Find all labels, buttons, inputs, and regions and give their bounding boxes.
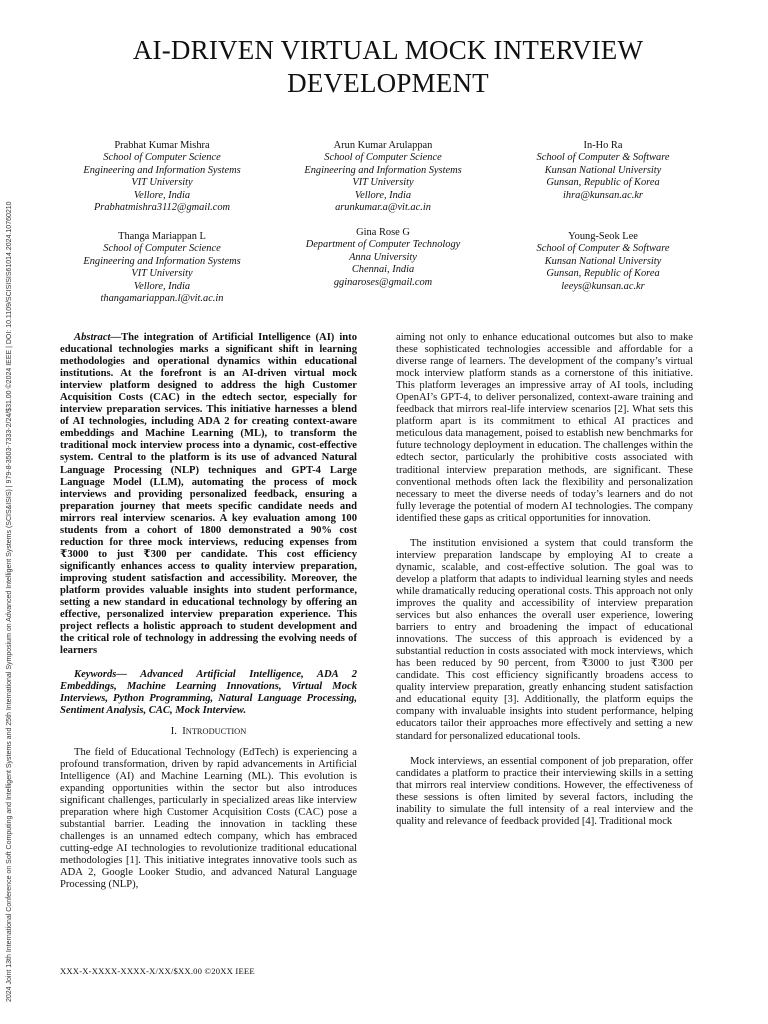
section-title: INTRODUCTION	[182, 726, 247, 738]
abstract-text: The integration of Artificial Intelligence (AI) into educational technologies marks a significant shift in learning methodologies and operational dynamics within educational institutions. At the forefront is an AI-driven virtual mock interview platform designed to address the high Customer Acquisition Costs (CAC) in the edtech sector, especially for interview preparation services. This initiative harnesses a blend of AI technologies, including ADA 2 for creating context-aware embeddings and Machine Learning (ML), to transform the traditional mock interview process into a dynamic, cost-effective system. Central to the platform is its use of advanced Natural Language Processing (NLP) techniques and GPT-4 Large Language Model (LLM), automating the process of mock interviews and providing personalized feedback, ensuring a preparation journey that meets specific candidate needs and mirrors real interview scenarios. A key evaluation among 100 students from a cohort of 1800 demonstrated a 90% cost reduction for three mock interviews, reducing expenses from ₹3000 to just ₹300 per candidate. This cost efficiency significantly enhances access to quality interview preparation, improving student satisfaction and accessibility. Moreover, the platform provides valuable insights into student performance, setting a new standard in educational technology by offering an effective, personalized interview preparation experience. This project reflects a holistic approach to student development and the critical role of technology in addressing the evolving needs of learners	[60, 332, 357, 657]
author-city: Gunsan, Republic of Korea	[546, 268, 660, 280]
abstract-lead: Abstract—	[74, 332, 122, 343]
author-university: VIT University	[131, 177, 193, 189]
paper-title-line-2: DEVELOPMENT	[287, 68, 489, 98]
author-department: School of Computer & Software	[536, 152, 670, 164]
author-block	[268, 227, 498, 289]
paper-title	[40, 34, 736, 100]
author-email: Prabhatmishra3112@gmail.com	[93, 202, 231, 214]
author-email: arunkumar.a@vit.ac.in	[335, 202, 431, 214]
author-department-line-2: Engineering and Information Systems	[83, 255, 241, 267]
author-city: Vellore, India	[354, 189, 412, 201]
section-number: I.	[170, 726, 177, 738]
author-block	[488, 231, 718, 293]
author-university: Kunsan National University	[544, 164, 662, 176]
body-paragraph: The institution envisioned a system that could transform the interview preparation landscape by employing AI to create a dynamic, scalable, and cost-effective solution. The goal was to develop a platform that adapts to individual learning styles and needs while dramatically reducing operational costs. This approach not only improves the quality and accessibility of interview preparation services but also enhances the overall user experience, lowering barriers to entry and broadening the impact of educational innovations. The success of this approach is evidenced by a substantial reduction in costs associated with mock interviews, which has been reduced by 90 percent, from ₹3000 to just ₹300 per candidate. This cost efficiency significantly broadens access to quality interview preparation, greatly enhancing student satisfaction and educational equity [3]. Additionally, the platform equips the company with invaluable insights into student performance, helping educators tailor their approaches more effectively and setting a new standard for personalized educational tools.	[396, 537, 693, 742]
author-department: School of Computer & Software	[536, 243, 670, 255]
author-name: Gina Rose G	[356, 227, 410, 238]
author-university: Anna University	[349, 251, 417, 263]
author-university: VIT University	[352, 177, 414, 189]
author-department: School of Computer Science	[324, 152, 442, 164]
author-city: Vellore, India	[133, 189, 191, 201]
author-email: leeys@kunsan.ac.kr	[561, 280, 645, 292]
author-name: Thanga Mariappan L	[118, 231, 206, 242]
author-department-line-2: Engineering and Information Systems	[83, 164, 241, 176]
author-block	[47, 140, 277, 214]
author-city: Gunsan, Republic of Korea	[546, 177, 660, 189]
author-block	[268, 140, 498, 214]
introduction-paragraph: The field of Educational Technology (EdTech) is experiencing a profound transformation, driven by rapid advancements in Artificial Intelligence (AI) and Machine Learning (ML). This evolution is expanding opportunities within the sector but also introduces significant challenges, particularly in specialized areas like interview preparation where high Customer Acquisition Costs (CAC) pose a substantial barrier. Leading the innovation in tackling these challenges is an unnamed edtech company, which has embraced cutting-edge AI technologies to revolutionize traditional educational methodologies [1]. This initiative integrates innovative tools such as ADA 2, Google Looker Studio, and advanced Natural Language Processing (NLP),	[60, 746, 357, 891]
right-column	[396, 332, 693, 828]
author-city: Chennai, India	[351, 264, 415, 276]
abstract	[60, 332, 357, 657]
author-email: thangamariappan.l@vit.ac.in	[100, 293, 224, 305]
author-city: Vellore, India	[133, 280, 191, 292]
author-university: Kunsan National University	[544, 255, 662, 267]
footer-copyright: XXX-X-XXXX-XXXX-X/XX/$XX.00 ©20XX IEEE	[60, 966, 255, 976]
left-column	[60, 332, 357, 891]
author-name: Young-Seok Lee	[568, 231, 638, 242]
author-block	[488, 140, 718, 202]
author-name: In-Ho Ra	[583, 140, 623, 151]
body-paragraph: aiming not only to enhance educational outcomes but also to make these sophisticated technologies accessible and affordable for a diverse range of learners. The development of the company’s virtual mock interview platform stands as a cornerstone of this initiative. This platform leverages an impressive array of AI tools, including OpenAI’s GPT-4, to deliver personalized, context-aware training and feedback that mirrors real-life interview scenarios [2]. What sets this platform apart is its commitment to ethical AI practices and meticulous data management, poised to establish new benchmarks for future technology deployment in education. The challenges within the edtech sector, particularly the prohibitive costs associated with traditional interview preparation methods, are significant. These conventional methods often lack the flexibility and personalization necessary to meet the diverse needs of today’s learners and do not fully leverage the potential of modern AI technologies. The company identified these gaps as critical opportunities for innovation.	[396, 332, 693, 524]
author-university: VIT University	[131, 268, 193, 280]
author-email: ihra@kunsan.ac.kr	[563, 189, 643, 201]
keywords: Keywords— Advanced Artificial Intelligence, ADA 2 Embeddings, Machine Learning Innovations, Virtual Mock Interviews, Python Programming, Natural Language Processing, Sentiment Analysis, CAC, Mock Interview.	[60, 669, 357, 717]
author-block	[47, 231, 277, 305]
author-department: School of Computer Science	[103, 152, 221, 164]
author-department: Department of Computer Technology	[305, 239, 461, 251]
author-name: Prabhat Kumar Mishra	[114, 140, 210, 151]
section-heading	[60, 726, 357, 738]
author-name: Arun Kumar Arulappan	[333, 140, 433, 151]
author-department: School of Computer Science	[103, 243, 221, 255]
body-paragraph: Mock interviews, an essential component of job preparation, offer candidates a platform to practice their interviewing skills in a setting that mirrors real interview conditions. However, the effectiveness of these sessions is often limited by several factors, including the inability to simulate the full intensity of a real interview and the quality and relevance of feedback provided [4]. Traditional mock	[396, 755, 693, 827]
paper-title-line-1: AI-DRIVEN VIRTUAL MOCK INTERVIEW	[132, 35, 644, 65]
author-department-line-2: Engineering and Information Systems	[304, 164, 462, 176]
side-citation-strip: 2024 Joint 13th International Conference on Soft Computing and Intelligent Systems and 25th International Symposium on Advanced Intelligent Systems (SCIS&ISIS) | 979-8-3503-7333-2/24/$31.00 ©2024 IEEE | DOI: 10.1109/SCISISIS61014.2024.10760210	[6, 201, 13, 1002]
author-email: gginaroses@gmail.com	[333, 276, 433, 288]
